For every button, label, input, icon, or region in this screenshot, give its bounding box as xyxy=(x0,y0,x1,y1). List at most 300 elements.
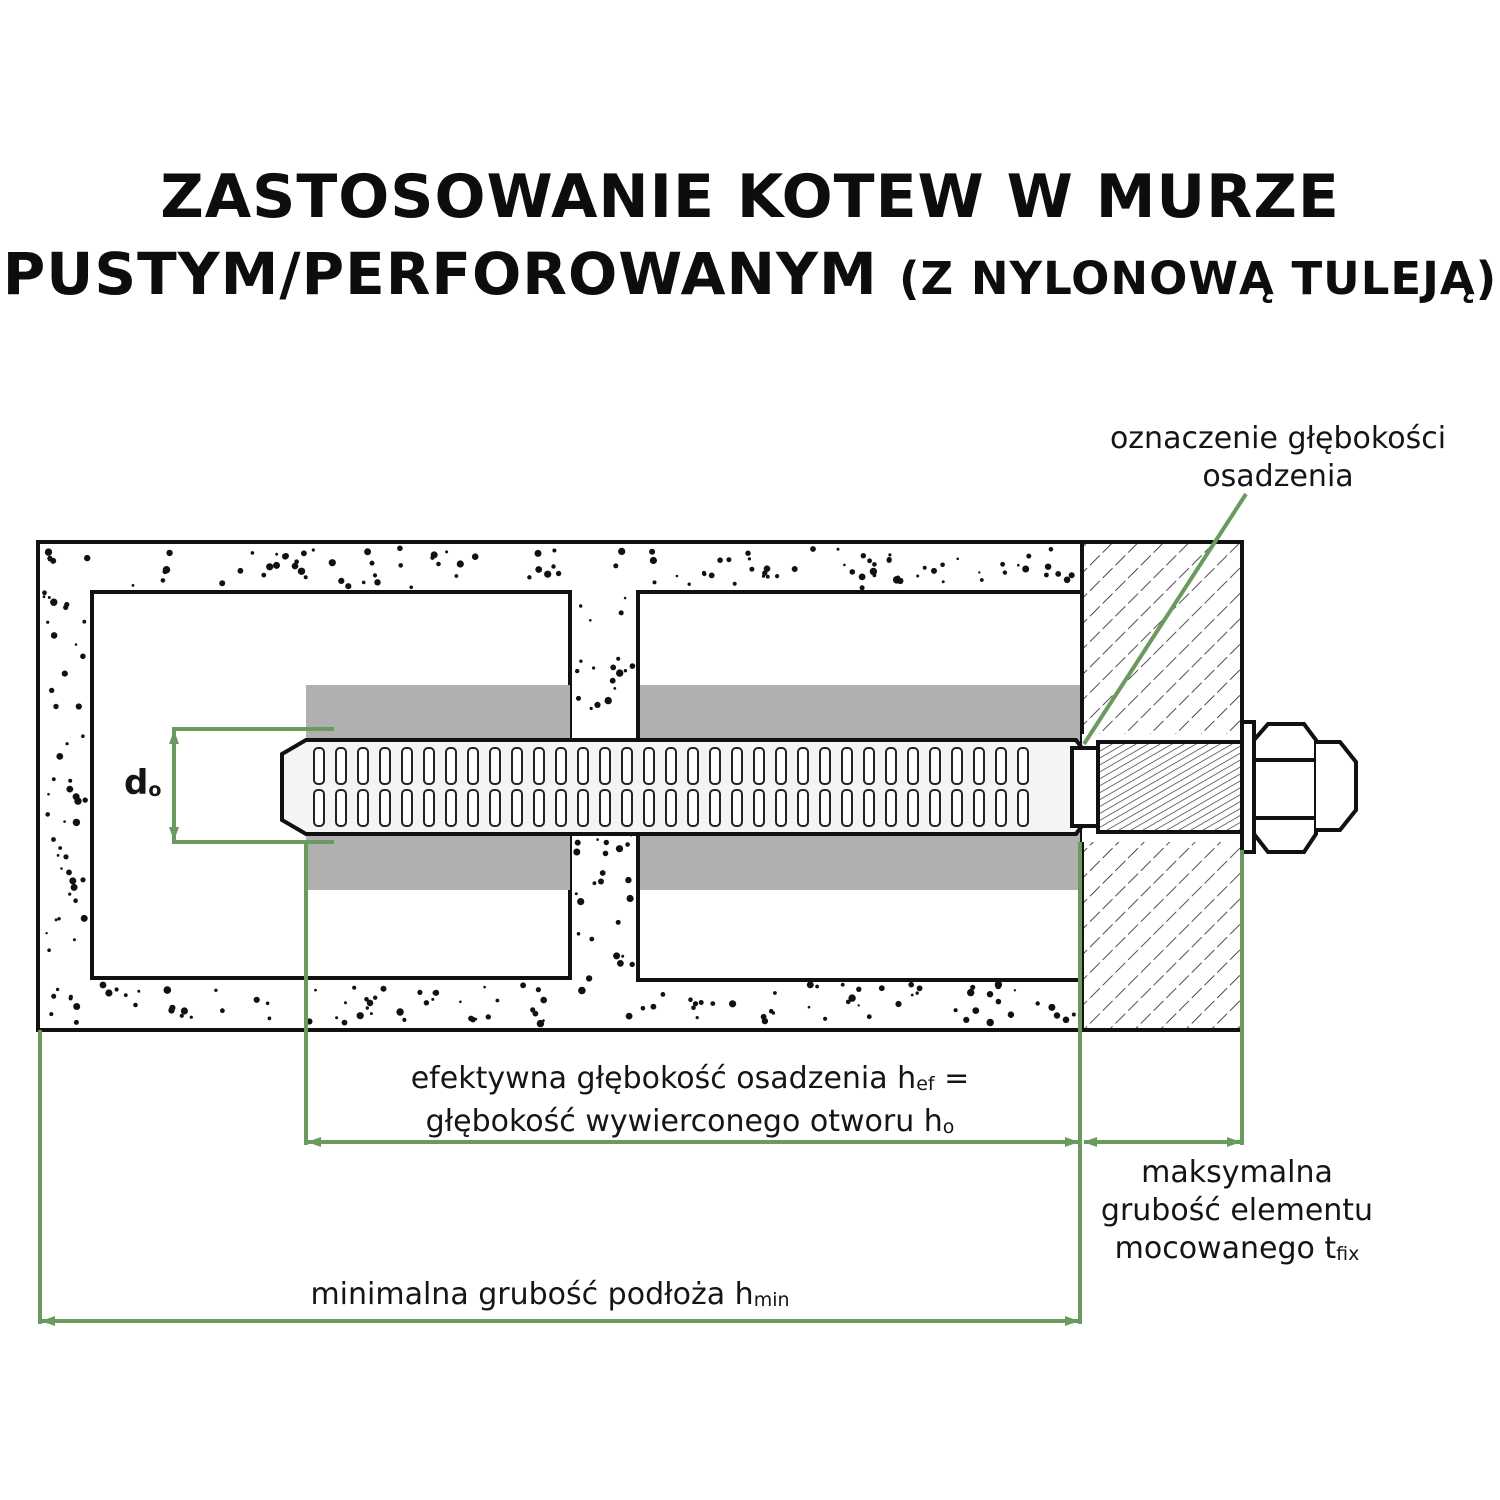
concrete-speckle xyxy=(445,550,448,553)
concrete-speckle xyxy=(616,669,623,676)
concrete-speckle xyxy=(137,990,140,993)
sleeve-slot xyxy=(776,748,786,784)
sleeve-slot xyxy=(754,748,764,784)
sleeve-slot xyxy=(710,790,720,826)
concrete-speckle xyxy=(600,870,606,876)
hex-nut xyxy=(1254,724,1316,852)
concrete-speckle xyxy=(298,568,305,575)
concrete-speckle xyxy=(431,551,438,558)
concrete-speckle xyxy=(699,1000,704,1005)
concrete-speckle xyxy=(551,564,555,568)
sleeve-slot xyxy=(864,748,874,784)
sleeve-slot xyxy=(908,790,918,826)
concrete-speckle xyxy=(115,987,119,991)
concrete-speckle xyxy=(841,983,845,987)
concrete-speckle xyxy=(972,1007,979,1014)
concrete-speckle xyxy=(996,999,1002,1005)
concrete-speckle xyxy=(604,840,609,845)
concrete-speckle xyxy=(64,602,69,607)
title-line-2-paren: (Z NYLONOWĄ TULEJĄ) xyxy=(898,252,1498,305)
concrete-speckle xyxy=(772,1011,775,1014)
concrete-speckle xyxy=(53,704,58,709)
concrete-speckle xyxy=(536,987,541,992)
concrete-speckle xyxy=(352,986,356,990)
concrete-speckle xyxy=(709,573,715,579)
concrete-speckle xyxy=(810,546,816,552)
concrete-speckle xyxy=(916,991,919,994)
concrete-speckle xyxy=(766,575,770,579)
concrete-speckle xyxy=(702,571,706,575)
concrete-speckle xyxy=(398,563,403,568)
sleeve-slot xyxy=(776,790,786,826)
concrete-speckle xyxy=(610,678,616,684)
concrete-speckle xyxy=(575,669,579,673)
sleeve-slot xyxy=(974,790,984,826)
resin-area-left-bottom xyxy=(306,832,570,890)
hmin-label-main: minimalna grubość podłoża h xyxy=(310,1277,754,1312)
concrete-speckle xyxy=(161,578,166,583)
concrete-speckle xyxy=(540,997,547,1004)
concrete-speckle xyxy=(586,975,592,981)
concrete-speckle xyxy=(630,663,636,669)
concrete-speckle xyxy=(616,920,621,925)
title-line-1: ZASTOSOWANIE KOTEW W MURZE xyxy=(160,162,1340,232)
concrete-speckle xyxy=(55,918,58,921)
concrete-speckle xyxy=(42,590,47,595)
concrete-speckle xyxy=(556,571,561,576)
concrete-speckle xyxy=(651,1004,657,1010)
sleeve-slot xyxy=(930,790,940,826)
concrete-speckle xyxy=(66,742,69,745)
concrete-speckle xyxy=(362,581,366,585)
concrete-speckle xyxy=(624,597,627,600)
concrete-speckle xyxy=(616,657,620,661)
sleeve-slot xyxy=(798,748,808,784)
concrete-speckle xyxy=(575,892,578,895)
concrete-speckle xyxy=(688,583,691,586)
tfix-label xyxy=(1072,1154,1402,1273)
concrete-speckle xyxy=(717,557,723,563)
concrete-speckle xyxy=(261,573,266,578)
concrete-speckle xyxy=(181,1007,188,1014)
concrete-speckle xyxy=(409,586,413,590)
sleeve-slot xyxy=(446,748,456,784)
concrete-speckle xyxy=(726,557,731,562)
concrete-speckle xyxy=(861,553,866,558)
concrete-speckle xyxy=(1072,1013,1076,1017)
rod-tip xyxy=(1316,742,1356,830)
concrete-speckle xyxy=(51,632,58,639)
sleeve-slot xyxy=(666,748,676,784)
sleeve-slot xyxy=(996,748,1006,784)
concrete-speckle xyxy=(268,1017,272,1021)
hef-label-line2 xyxy=(330,1103,1050,1146)
tfix-label-line3-sub: fix xyxy=(1336,1243,1360,1265)
concrete-speckle xyxy=(860,585,865,590)
concrete-speckle xyxy=(978,571,980,573)
concrete-speckle xyxy=(872,562,877,567)
hef-label-line1-main: efektywna głębokość osadzenia h xyxy=(410,1061,917,1096)
concrete-speckle xyxy=(367,1000,374,1007)
sleeve-slot xyxy=(842,748,852,784)
concrete-speckle xyxy=(283,553,289,559)
concrete-speckle xyxy=(314,989,317,992)
concrete-speckle xyxy=(773,991,777,995)
concrete-speckle xyxy=(68,779,72,783)
concrete-speckle xyxy=(594,702,600,708)
concrete-speckle xyxy=(69,877,76,884)
concrete-speckle xyxy=(577,898,584,905)
concrete-speckle xyxy=(527,575,531,579)
concrete-speckle xyxy=(431,998,434,1001)
concrete-speckle xyxy=(457,560,464,567)
concrete-speckle xyxy=(676,575,679,578)
concrete-speckle xyxy=(578,987,586,995)
sleeve-slot xyxy=(314,790,324,826)
concrete-speckle xyxy=(596,838,599,841)
concrete-speckle xyxy=(610,665,616,671)
concrete-speckle xyxy=(613,563,618,568)
concrete-speckle xyxy=(995,983,1001,989)
concrete-speckle xyxy=(68,893,71,896)
concrete-speckle xyxy=(533,1011,539,1017)
concrete-speckle xyxy=(62,671,68,677)
concrete-speckle xyxy=(370,1012,373,1015)
concrete-speckle xyxy=(50,599,57,606)
concrete-speckle xyxy=(73,898,78,903)
concrete-speckle xyxy=(105,989,112,996)
concrete-speckle xyxy=(374,579,380,585)
concrete-speckle xyxy=(381,986,387,992)
concrete-speckle xyxy=(83,797,88,802)
threaded-rod xyxy=(1098,742,1244,832)
concrete-speckle xyxy=(472,553,479,560)
concrete-speckle xyxy=(294,559,299,564)
concrete-speckle xyxy=(625,842,630,847)
concrete-speckle xyxy=(219,580,225,586)
tfix-label-line2: grubość elementu xyxy=(1100,1193,1374,1228)
sleeve-slot xyxy=(952,748,962,784)
sleeve-slot xyxy=(622,748,632,784)
concrete-speckle xyxy=(433,991,438,996)
concrete-speckle xyxy=(266,1002,270,1006)
concrete-speckle xyxy=(1055,571,1061,577)
sleeve-slot xyxy=(754,790,764,826)
concrete-speckle xyxy=(867,1014,872,1019)
sleeve-slot xyxy=(864,790,874,826)
concrete-speckle xyxy=(980,578,984,582)
concrete-speckle xyxy=(51,994,56,999)
concrete-speckle xyxy=(733,582,737,586)
concrete-speckle xyxy=(312,548,315,551)
depth-marking-label-line2: osadzenia xyxy=(1202,459,1354,494)
concrete-speckle xyxy=(166,550,172,556)
concrete-speckle xyxy=(1048,1004,1055,1011)
sleeve-slot xyxy=(1018,748,1028,784)
concrete-speckle xyxy=(52,777,56,781)
sleeve-slot xyxy=(468,748,478,784)
concrete-speckle xyxy=(47,556,52,561)
concrete-speckle xyxy=(82,620,86,624)
concrete-speckle xyxy=(807,981,814,988)
sleeve-slot xyxy=(358,748,368,784)
concrete-speckle xyxy=(641,1006,646,1011)
sleeve-slot xyxy=(710,748,720,784)
concrete-speckle xyxy=(710,1001,715,1006)
hef-label-line1 xyxy=(330,1060,1050,1103)
sleeve-slot xyxy=(688,790,698,826)
hef-label-line2-main: głębokość wywierconego otworu h xyxy=(425,1104,943,1139)
concrete-speckle xyxy=(573,849,580,856)
sleeve-slot xyxy=(820,790,830,826)
concrete-speckle xyxy=(214,989,217,992)
concrete-speckle xyxy=(49,688,54,693)
concrete-speckle xyxy=(792,566,798,572)
concrete-speckle xyxy=(329,559,336,566)
sleeve-slot xyxy=(820,748,830,784)
concrete-speckle xyxy=(436,562,441,567)
concrete-speckle xyxy=(859,574,866,581)
sleeve-slot xyxy=(336,748,346,784)
concrete-speckle xyxy=(251,551,255,555)
concrete-speckle xyxy=(649,549,655,555)
sleeve-slot xyxy=(952,790,962,826)
concrete-speckle xyxy=(775,574,779,578)
concrete-speckle xyxy=(940,563,945,568)
concrete-speckle xyxy=(470,1017,476,1023)
sleeve-slot xyxy=(468,790,478,826)
concrete-speckle xyxy=(1063,1017,1070,1024)
concrete-speckle xyxy=(745,551,750,556)
sleeve-slot xyxy=(380,790,390,826)
concrete-speckle xyxy=(417,990,422,995)
concrete-speckle xyxy=(163,569,168,574)
concrete-speckle xyxy=(748,557,751,560)
sleeve-slot xyxy=(688,748,698,784)
concrete-speckle xyxy=(856,987,861,992)
concrete-speckle xyxy=(402,1018,406,1022)
d0-label xyxy=(124,764,161,809)
concrete-speckle xyxy=(1069,572,1075,578)
sleeve-slot xyxy=(1018,790,1028,826)
concrete-speckle xyxy=(75,643,78,646)
concrete-speckle xyxy=(908,982,914,988)
concrete-speckle xyxy=(630,962,635,967)
concrete-speckle xyxy=(837,548,840,551)
concrete-speckle xyxy=(56,753,63,760)
sleeve-slot xyxy=(666,790,676,826)
concrete-speckle xyxy=(190,1016,193,1019)
concrete-speckle xyxy=(625,877,631,883)
concrete-speckle xyxy=(592,666,595,669)
concrete-speckle xyxy=(535,550,542,557)
sleeve-slot xyxy=(358,790,368,826)
concrete-speckle xyxy=(897,578,903,584)
concrete-speckle xyxy=(1036,1001,1040,1005)
concrete-speckle xyxy=(124,993,128,997)
concrete-speckle xyxy=(69,995,73,999)
concrete-speckle xyxy=(911,994,914,997)
concrete-speckle xyxy=(344,1001,347,1004)
sleeve-slot xyxy=(490,748,500,784)
concrete-speckle xyxy=(1045,564,1051,570)
concrete-speckle xyxy=(364,548,371,555)
concrete-speckle xyxy=(483,986,486,989)
sleeve-slot xyxy=(446,790,456,826)
concrete-speckle xyxy=(373,996,377,1000)
concrete-speckle xyxy=(273,562,280,569)
sleeve-slot xyxy=(600,748,610,784)
concrete-speckle xyxy=(80,654,86,660)
concrete-speckle xyxy=(867,558,872,563)
title-line-2-main: PUSTYM/PERFOROWANYM xyxy=(2,240,878,308)
concrete-speckle xyxy=(535,566,542,573)
sleeve-slot xyxy=(534,790,544,826)
hmin-label xyxy=(270,1276,830,1319)
concrete-speckle xyxy=(858,1004,860,1006)
concrete-speckle xyxy=(47,948,51,952)
concrete-speckle xyxy=(73,1003,80,1010)
concrete-speckle xyxy=(397,546,403,552)
concrete-speckle xyxy=(762,574,765,577)
tfix-label-line3-main: mocowanego t xyxy=(1114,1231,1337,1266)
concrete-speckle xyxy=(275,553,278,556)
concrete-speckle xyxy=(653,580,657,584)
concrete-speckle xyxy=(63,854,68,859)
concrete-speckle xyxy=(815,985,819,989)
hef-label-line2-sub: o xyxy=(942,1116,955,1138)
resin-area-right-bottom xyxy=(640,832,1080,890)
hef-label-line1-tail: = xyxy=(934,1061,970,1096)
concrete-speckle xyxy=(576,696,581,701)
concrete-speckle xyxy=(627,895,634,902)
concrete-speckle xyxy=(81,915,88,922)
concrete-speckle xyxy=(133,1003,138,1008)
concrete-speckle xyxy=(956,558,959,561)
concrete-speckle xyxy=(43,595,46,598)
sleeve-slot xyxy=(886,748,896,784)
concrete-speckle xyxy=(496,999,500,1003)
concrete-speckle xyxy=(76,703,82,709)
concrete-speckle xyxy=(963,1017,969,1023)
sleeve-slot xyxy=(336,790,346,826)
concrete-speckle xyxy=(58,846,62,850)
concrete-speckle xyxy=(617,960,624,967)
hef-label-line1-sub: ef xyxy=(916,1073,935,1095)
concrete-speckle xyxy=(808,1006,811,1009)
concrete-speckle xyxy=(73,819,80,826)
concrete-speckle xyxy=(749,567,754,572)
concrete-speckle xyxy=(762,1018,768,1024)
concrete-speckle xyxy=(338,578,344,584)
concrete-speckle xyxy=(688,997,693,1002)
concrete-speckle xyxy=(590,707,593,710)
concrete-speckle xyxy=(605,697,612,704)
concrete-speckle xyxy=(850,569,856,575)
concrete-speckle xyxy=(370,561,375,566)
concrete-speckle xyxy=(57,917,60,920)
concrete-speckle xyxy=(366,1006,369,1009)
concrete-speckle xyxy=(661,992,666,997)
sleeve-slot xyxy=(512,790,522,826)
concrete-speckle xyxy=(74,1020,79,1025)
concrete-speckle xyxy=(879,985,885,991)
concrete-speckle xyxy=(1049,547,1054,552)
concrete-speckle xyxy=(626,1013,633,1020)
concrete-speckle xyxy=(71,884,78,891)
concrete-speckle xyxy=(220,1008,225,1013)
sleeve-slot xyxy=(556,790,566,826)
concrete-speckle xyxy=(357,1012,364,1019)
concrete-speckle xyxy=(520,982,526,988)
concrete-speckle xyxy=(455,574,459,578)
concrete-speckle xyxy=(931,568,937,574)
concrete-speckle xyxy=(1000,562,1005,567)
concrete-speckle xyxy=(45,548,52,555)
sleeve-slot xyxy=(908,748,918,784)
concrete-speckle xyxy=(1017,564,1020,567)
sleeve-slot xyxy=(380,748,390,784)
depth-marking-label xyxy=(1078,420,1478,496)
sleeve-slot xyxy=(314,748,324,784)
sleeve-slot xyxy=(644,748,654,784)
concrete-speckle xyxy=(266,563,273,570)
sleeve-slot xyxy=(490,790,500,826)
concrete-speckle xyxy=(1022,566,1029,573)
concrete-speckle xyxy=(56,988,59,991)
concrete-speckle xyxy=(80,877,85,882)
resin-area-left-top xyxy=(306,685,570,743)
concrete-speckle xyxy=(459,1001,462,1004)
concrete-speckle xyxy=(168,1007,174,1013)
concrete-speckle xyxy=(373,573,377,577)
concrete-speckle xyxy=(598,879,604,885)
sleeve-slot xyxy=(512,748,522,784)
concrete-speckle xyxy=(1054,1012,1060,1018)
concrete-speckle xyxy=(967,989,974,996)
sleeve-slot xyxy=(798,790,808,826)
concrete-speckle xyxy=(917,985,923,991)
concrete-speckle xyxy=(603,851,609,857)
concrete-speckle xyxy=(486,1014,491,1019)
concrete-speckle xyxy=(613,687,616,690)
concrete-speckle xyxy=(579,660,582,663)
sleeve-slot xyxy=(578,748,588,784)
concrete-speckle xyxy=(593,881,597,885)
sleeve-slot xyxy=(974,748,984,784)
concrete-speckle xyxy=(887,557,892,562)
concrete-speckle xyxy=(424,1000,429,1005)
concrete-speckle xyxy=(650,557,657,564)
sleeve-slot xyxy=(402,748,412,784)
concrete-speckle xyxy=(621,955,624,958)
concrete-speckle xyxy=(923,566,927,570)
concrete-speckle xyxy=(987,991,993,997)
concrete-speckle xyxy=(552,549,556,553)
concrete-speckle xyxy=(846,1000,851,1005)
sleeve-slot xyxy=(644,790,654,826)
concrete-speckle xyxy=(575,840,581,846)
concrete-speckle xyxy=(1064,577,1071,584)
hmin-label-sub: min xyxy=(753,1289,790,1311)
d0-label-sub: o xyxy=(148,779,162,801)
concrete-speckle xyxy=(301,550,307,556)
concrete-speckle xyxy=(84,555,90,561)
concrete-speckle xyxy=(1044,573,1049,578)
concrete-speckle xyxy=(304,575,308,579)
concrete-speckle xyxy=(613,952,620,959)
concrete-speckle xyxy=(48,596,51,599)
